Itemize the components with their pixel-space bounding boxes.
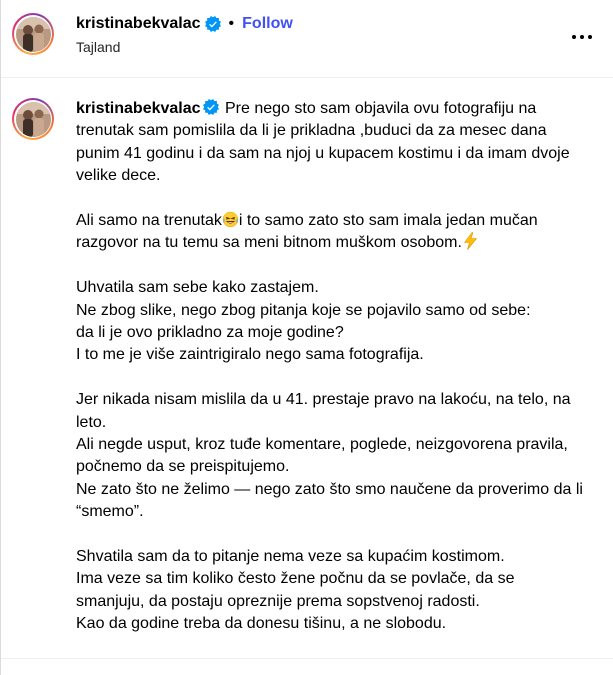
avatar-image [16, 17, 51, 52]
caption-line: Pre nego sto sam objavila ovu fotografiju na trenutak sam pomislila da li je prikladna ,buduci da za mesec dana punim 41 godinu i da sam na njoj u kupacem kostimu i da imam dvoje velike dece. [76, 100, 570, 185]
high-voltage-emoji-icon [462, 232, 479, 250]
header-username[interactable]: kristinabekvalac [76, 15, 201, 32]
caption-line: da li je ovo prikladno za moje godine? [76, 324, 344, 342]
caption-line: Ali samo na trenutak [76, 212, 222, 230]
caption-avatar[interactable] [12, 98, 54, 140]
caption-text [76, 98, 586, 636]
caption-line: Ne zbog slike, nego zbog pitanja koje se pojavilo samo od sebe: [76, 301, 531, 319]
header-separator: • [228, 15, 235, 32]
caption-line: Ima veze sa tim koliko često žene počnu da se povlače, da se smanjuju, da postaju opreznije prema sopstvenoj radosti. [76, 570, 515, 610]
caption-line: i to samo zato sto sam imala jedan mučan razgovor na tu temu sa meni bitnom muškom osobom. [76, 212, 538, 252]
follow-button[interactable]: Follow [242, 15, 293, 32]
divider [1, 658, 613, 659]
caption-paragraph-5 [76, 546, 586, 636]
caption-line: Jer nikada nisam mislila da u 41. prestaje pravo na lakoću, na telo, na leto. [76, 391, 571, 431]
caption-line: I to me je više zaintrigiralo nego sama fotografija. [76, 346, 424, 364]
more-options-icon[interactable] [570, 27, 594, 47]
verified-badge-icon [205, 16, 221, 32]
caption-line: Uhvatila sam sebe kako zastajem. [76, 279, 319, 297]
caption-username[interactable]: kristinabekvalac [76, 100, 201, 117]
caption-paragraph-1 [76, 98, 586, 188]
caption-verified-badge-icon [203, 99, 219, 115]
caption-paragraph-2 [76, 210, 586, 255]
post-header [1, 0, 613, 78]
caption-line: Ali negde usput, kroz tuđe komentare, poglede, neizgovorena pravila, počnemo da se preispitujemo. [76, 436, 568, 476]
avatar[interactable] [12, 13, 54, 55]
caption-line: Kao da godine treba da donesu tišinu, a ne slobodu. [76, 615, 447, 633]
caption-avatar-image [16, 102, 51, 137]
post-location[interactable]: Tajland [76, 39, 121, 55]
caption-paragraph-3 [76, 277, 586, 367]
caption-paragraph-4 [76, 389, 586, 523]
laughing-tears-emoji-icon [222, 211, 239, 228]
caption-line: Shvatila sam da to pitanje nema veze sa kupaćim kostimom. [76, 548, 505, 566]
caption-line: Ne zato što ne želimo — nego zato što smo naučene da proverimo da li “smemo”. [76, 480, 583, 521]
